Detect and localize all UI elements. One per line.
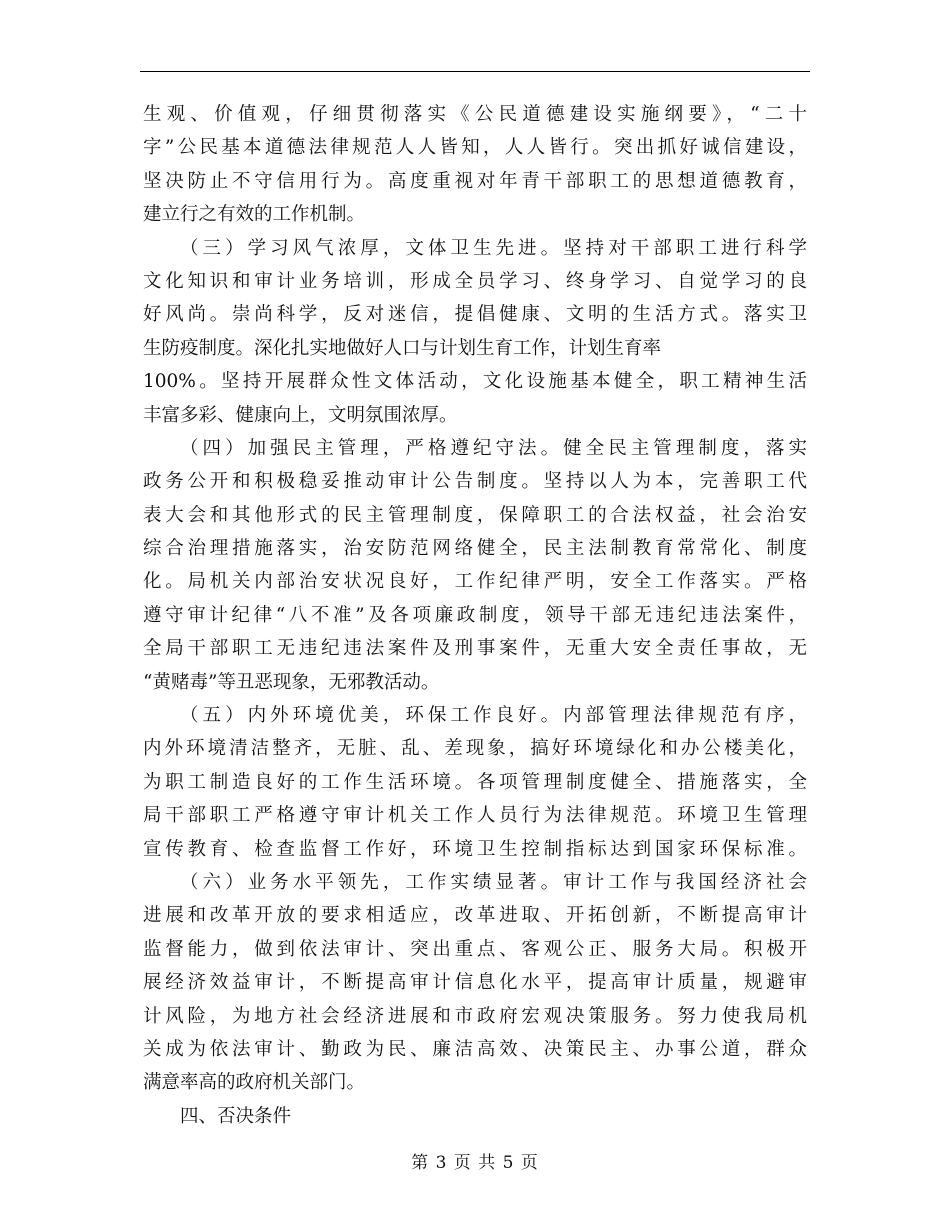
text-line: 宣传教育、检查监督工作好，环境卫生控制指标达到国家环保标准。 (143, 838, 807, 860)
text-line: （三）学习风气浓厚，文体卫生先进。坚持对干部职工进行科学 (180, 237, 807, 259)
text-line: 丰富多彩、健康向上，文明氛围浓厚。 (143, 404, 458, 426)
text-line: 文化知识和审计业务培训，形成全员学习、终身学习、自觉学习的良 (143, 270, 807, 292)
text-line: （六）业务水平领先，工作实绩显著。审计工作与我国经济社会 (180, 871, 807, 893)
text-line: 坚决防止不守信用行为。高度重视对年青干部职工的思想道德教育， (143, 170, 807, 192)
text-line: （五）内外环境优美，环保工作良好。内部管理法律规范有序， (180, 705, 807, 727)
text-line: 字”公民基本道德法律规范人人皆知，人人皆行。突出抓好诚信建设， (143, 137, 807, 159)
text-line: “黄赌毒”等丑恶现象，无邪教活动。 (143, 671, 440, 693)
text-line: 为职工制造良好的工作生活环境。各项管理制度健全、措施落实，全 (143, 771, 807, 793)
text-line: 表大会和其他形式的民主管理制度，保障职工的合法权益，社会治安 (143, 504, 807, 526)
text-line: 全局干部职工无违纪违法案件及刑事案件，无重大安全责任事故，无 (143, 638, 807, 660)
text-line: 内外环境清洁整齐，无脏、乱、差现象，搞好环境绿化和办公楼美化， (143, 738, 807, 760)
text-line: 政务公开和积极稳妥推动审计公告制度。坚持以人为本，完善职工代 (143, 471, 807, 493)
text-line: 化。局机关内部治安状况良好，工作纪律严明，安全工作落实。严格 (143, 571, 807, 593)
text-line: 四、否决条件 (180, 1105, 292, 1127)
header-rule (140, 71, 810, 72)
text-line: 关成为依法审计、勤政为民、廉洁高效、决策民主、办事公道，群众 (143, 1038, 807, 1060)
text-line: 生防疫制度。深化扎实地做好人口与计划生育工作，计划生育率 (143, 337, 662, 359)
text-line: 局干部职工严格遵守审计机关工作人员行为法律规范。环境卫生管理 (143, 805, 807, 827)
body-text (143, 98, 807, 1133)
text-line: 100%。坚持开展群众性文体活动，文化设施基本健全，职工精神生活 (143, 371, 807, 393)
text-line: （四）加强民主管理，严格遵纪守法。健全民主管理制度，落实 (180, 437, 807, 459)
page-footer: 第 3 页 共 5 页 (411, 1153, 539, 1173)
text-line: 监督能力，做到依法审计、突出重点、客观公正、服务大局。积极开 (143, 938, 807, 960)
text-line: 生观、价值观，仔细贯彻落实《公民道德建设实施纲要》，“二十 (143, 104, 807, 125)
text-line: 建立行之有效的工作机制。 (143, 204, 366, 226)
text-line: 综合治理措施落实，治安防范网络健全，民主法制教育常常化、制度 (143, 538, 807, 560)
text-line: 遵守审计纪律“八不准”及各项廉政制度，领导干部无违纪违法案件， (143, 604, 807, 626)
text-line: 好风尚。崇尚科学，反对迷信，提倡健康、文明的生活方式。落实卫 (143, 304, 807, 326)
text-line: 进展和改革开放的要求相适应，改革进取、开拓创新，不断提高审计 (143, 905, 807, 927)
text-line: 展经济效益审计，不断提高审计信息化水平，提高审计质量，规避审 (143, 972, 807, 994)
text-line: 计风险，为地方社会经济进展和市政府宏观决策服务。努力使我局机 (143, 1005, 807, 1027)
text-line: 满意率高的政府机关部门。 (143, 1072, 366, 1094)
